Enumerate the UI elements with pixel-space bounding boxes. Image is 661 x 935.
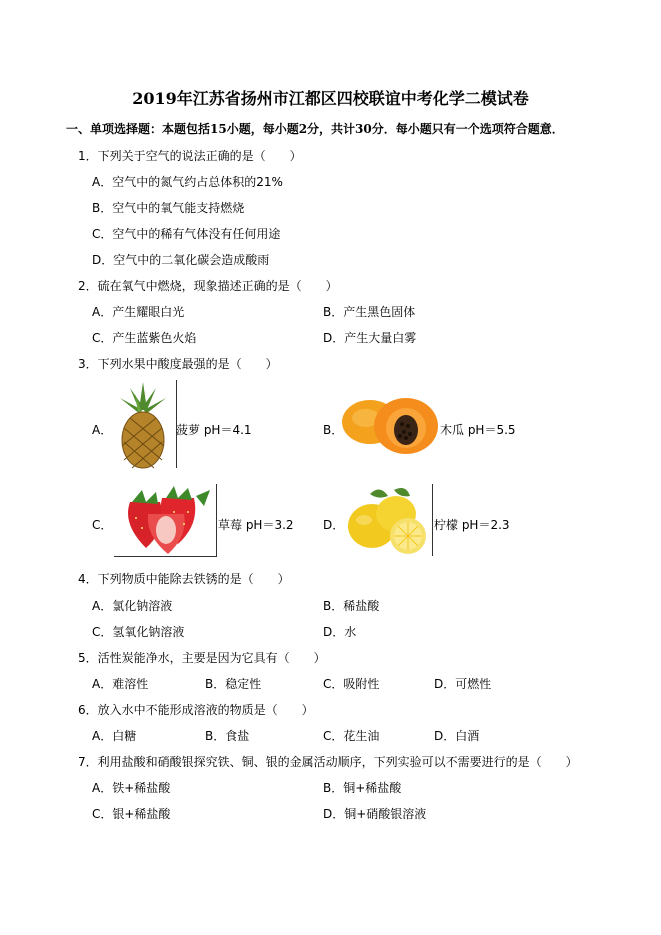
q5-option-a: A．难溶性 <box>92 677 149 691</box>
q3-option-c: C． <box>92 518 113 532</box>
question-7-stem: 7．利用盐酸和硝酸银探究铁、铜、银的金属活动顺序，下列实验可以不需要进行的是（ ） <box>78 755 578 769</box>
q2-option-c: C．产生蓝紫色火焰 <box>92 331 197 345</box>
q3-option-b: B． <box>323 423 344 437</box>
q1-option-c: C．空气中的稀有气体没有任何用途 <box>92 227 281 241</box>
q4-option-d: D．水 <box>323 625 357 639</box>
strawberry-image <box>112 484 216 556</box>
image-border <box>114 556 217 557</box>
q7-option-d: D．铜+硝酸银溶液 <box>323 807 427 821</box>
q7-option-b: B．铜+稀盐酸 <box>323 781 402 795</box>
question-3-stem: 3．下列水果中酸度最强的是（ ） <box>78 357 278 371</box>
q2-option-a: A．产生耀眼白光 <box>92 305 185 319</box>
q1-option-d: D．空气中的二氧化碳会造成酸雨 <box>92 253 270 267</box>
section-heading: 一、单项选择题：本题包括15小题，每小题2分，共计30分．每小题只有一个选项符合题意． <box>66 122 564 136</box>
q5-option-c: C．吸附性 <box>323 677 380 691</box>
lemon-image <box>344 484 432 556</box>
q3-caption-c: 草莓 pH＝3.2 <box>218 518 294 532</box>
q2-option-d: D．产生大量白雾 <box>323 331 417 345</box>
q6-option-d: D．白酒 <box>434 729 480 743</box>
image-border <box>432 484 433 556</box>
question-2-stem: 2．硫在氧气中燃烧，现象描述正确的是（ ） <box>78 279 338 293</box>
question-5-stem: 5．活性炭能净水，主要是因为它具有（ ） <box>78 651 326 665</box>
papaya-image <box>340 388 440 462</box>
q3-caption-d: 柠檬 pH＝2.3 <box>434 518 510 532</box>
q6-option-a: A．白糖 <box>92 729 137 743</box>
q2-option-b: B．产生黑色固体 <box>323 305 416 319</box>
q4-option-c: C．氢氧化钠溶液 <box>92 625 185 639</box>
q5-option-d: D．可燃性 <box>434 677 492 691</box>
q7-option-a: A．铁+稀盐酸 <box>92 781 171 795</box>
q4-option-a: A．氯化钠溶液 <box>92 599 173 613</box>
q3-option-d: D． <box>323 518 345 532</box>
page-title: 2019年江苏省扬州市江都区四校联谊中考化学二模试卷 <box>132 89 529 108</box>
q5-option-b: B．稳定性 <box>205 677 262 691</box>
q1-option-b: B．空气中的氧气能支持燃烧 <box>92 201 245 215</box>
question-6-stem: 6．放入水中不能形成溶液的物质是（ ） <box>78 703 314 717</box>
q3-caption-b: 木瓜 pH＝5.5 <box>440 423 516 437</box>
q6-option-c: C．花生油 <box>323 729 380 743</box>
q6-option-b: B．食盐 <box>205 729 250 743</box>
q3-caption-a: 菠萝 pH＝4.1 <box>176 423 252 437</box>
image-border <box>216 484 217 556</box>
pineapple-image <box>110 380 176 470</box>
q4-option-b: B．稀盐酸 <box>323 599 380 613</box>
q7-option-c: C．银+稀盐酸 <box>92 807 171 821</box>
question-4-stem: 4．下列物质中能除去铁锈的是（ ） <box>78 572 290 586</box>
q1-option-a: A．空气中的氮气约占总体积的21% <box>92 175 283 189</box>
q3-option-a: A． <box>92 423 113 437</box>
question-1-stem: 1．下列关于空气的说法正确的是（ ） <box>78 149 302 163</box>
